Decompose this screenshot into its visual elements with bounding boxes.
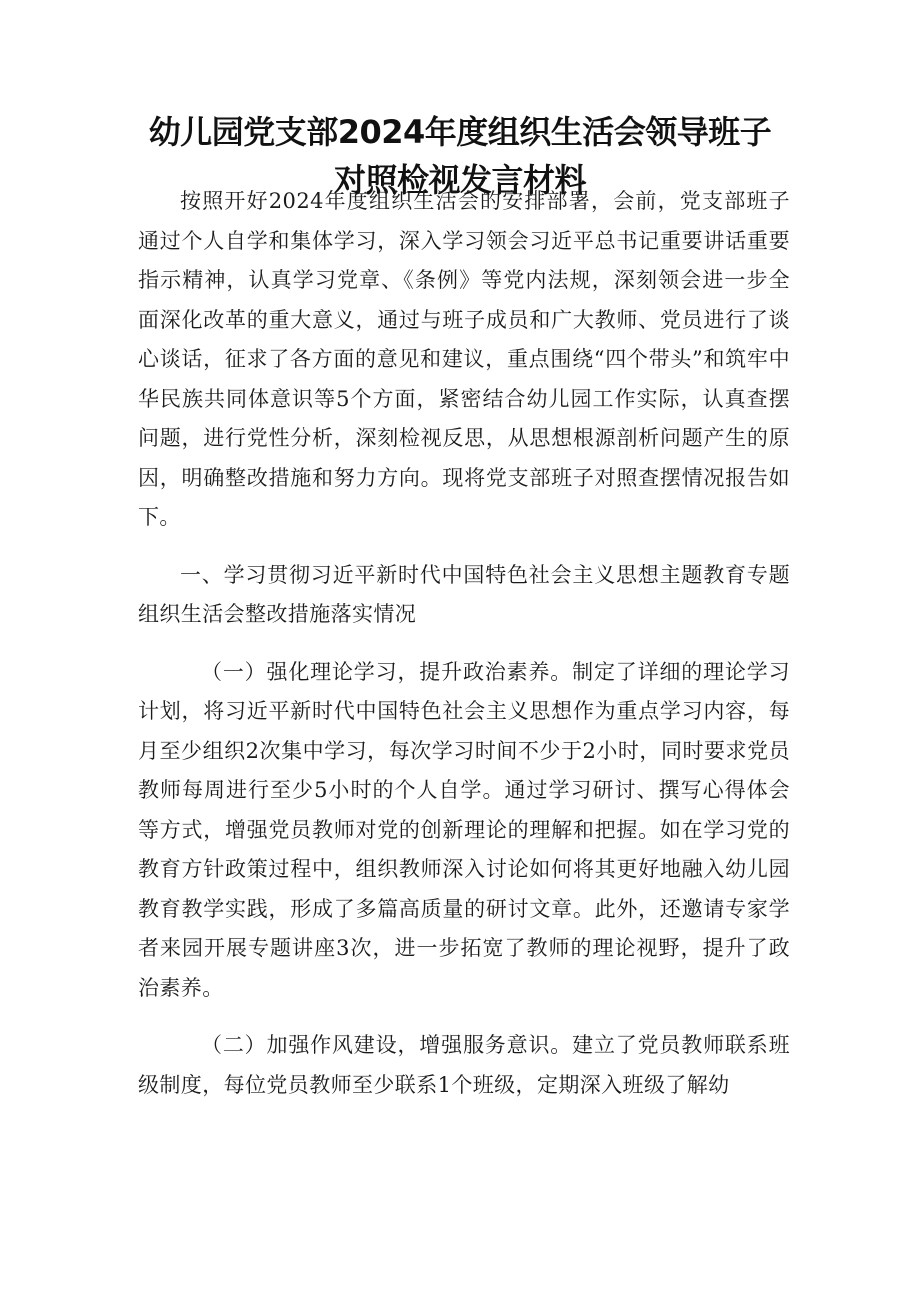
document-body [138,182,790,1105]
document-title-line-2: 对照检视发言材料 [333,161,586,199]
section-heading-1: 一、学习贯彻习近平新时代中国特色社会主义思想主题教育专题组织生活会整改措施落实情况 [138,562,790,626]
paragraph-gap [138,1008,790,1026]
document-title-line-1: 幼儿园党支部2024年度组织生活会领导班子 [148,113,772,151]
paragraph-intro: 按照开好2024年度组织生活会的安排部署，会前，党支部班子通过个人自学和集体学习，深入学习领会习近平总书记重要讲话重要指示精神，认真学习党章、《条例》等党内法规，深刻领会进一步全面深化改革的重大意义，通过与班子成员和广大教师、党员进行了谈心谈话，征求了各方面的意见和建议，重点围绕“四个带头”和筑牢中华民族共同体意识等5个方面，紧密结合幼儿园工作实际，认真查摆问题，进行党性分析，深刻检视反思，从思想根源剖析问题产生的原因，明确整改措施和努力方向。现将党支部班子对照查摆情况报告如下。 [138,189,790,529]
paragraph-gap [138,635,790,653]
paragraph-subsection-1: （一）强化理论学习，提升政治素养。制定了详细的理论学习计划，将习近平新时代中国特色社会主义思想作为重点学习内容，每月至少组织2次集中学习，每次学习时间不少于2小时，同时要求党员教师每周进行至少5小时的个人自学。通过学习研讨、撰写心得体会等方式，增强党员教师对党的创新理论的理解和把握。如在学习党的教育方针政策过程中，组织教师深入讨论如何将其更好地融入幼儿园教育教学实践，形成了多篇高质量的研讨文章。此外，还邀请专家学者来园开展专题讲座3次，进一步拓宽了教师的理论视野，提升了政治素养。 [138,659,790,1000]
paragraph-gap [138,538,790,556]
paragraph-subsection-2: （二）加强作风建设，增强服务意识。建立了党员教师联系班级制度，每位党员教师至少联系1个班级，定期深入班级了解幼 [138,1033,790,1097]
